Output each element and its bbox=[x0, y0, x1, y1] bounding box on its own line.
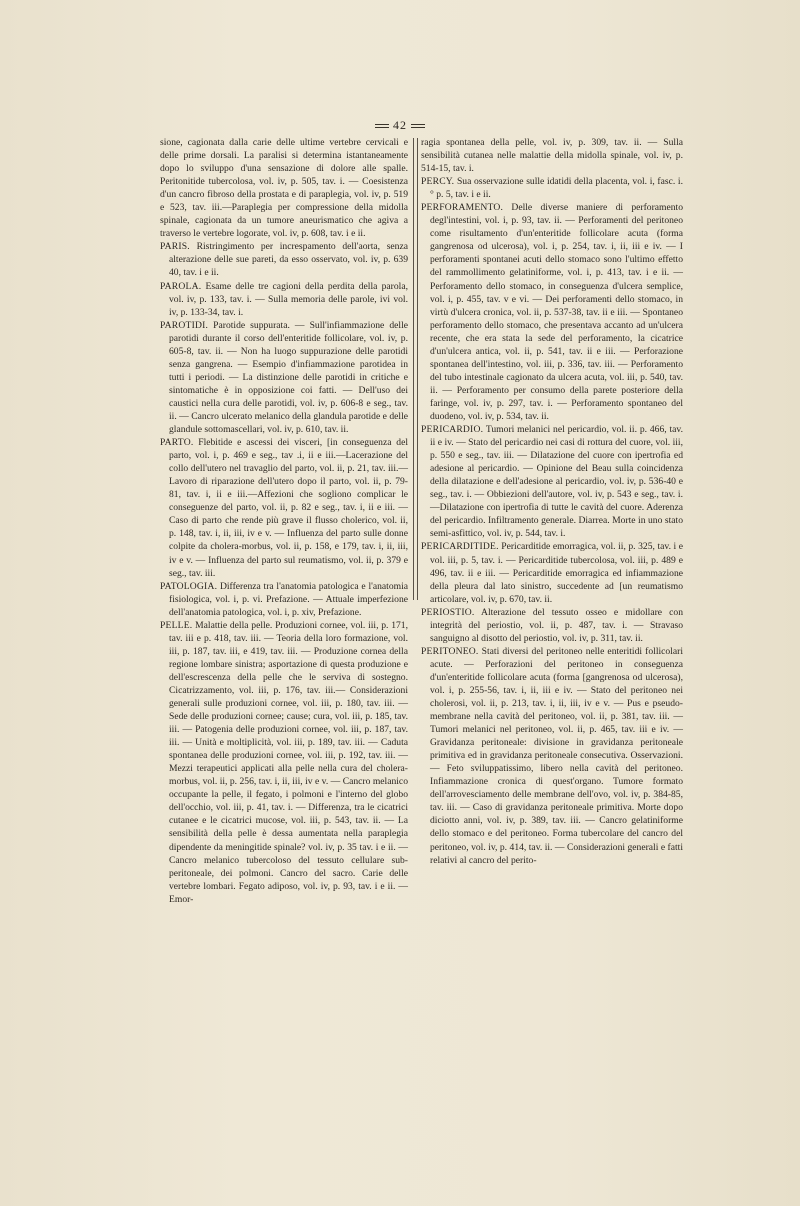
entry-text: Parotide suppurata. — Sull'infiammazione delle parotidi durante il corso dell'enteritide follicolare, vol. iv, p. 605-8, tav. ii. — Non ha luogo suppurazione delle parotidi senza gangrena. — Esempio d'infiammazione parotidea in tutti i periodi. — La distinzione delle parotidi in critiche e sintomatiche è in opposizione coi fatti. — Dell'uso dei caustici nella cura delle parotidi, vol. iv, p. 606-8 e seg., tav. ii. — Cancro ulcerato melanico della glandula parotide e delle glandule sottomascellari, vol. iv, p. 610, tav. ii. bbox=[169, 319, 408, 436]
index-entry bbox=[160, 280, 408, 319]
entry-text: Differenza tra l'anatomia patologica e l'anatomia fisiologica, vol. i, p. vi. Prefazione. — Attuale imperfezione dell'anatomia patologica, vol. i, p. xiv, Prefazione. bbox=[169, 580, 408, 618]
page-number-text: 42 bbox=[393, 118, 407, 132]
index-entry bbox=[160, 240, 408, 279]
entry-heading: PERITONEO. bbox=[421, 645, 479, 657]
left-column bbox=[160, 136, 408, 906]
entry-heading: PERIOSTIO. bbox=[421, 606, 475, 618]
index-entry bbox=[421, 136, 683, 175]
entry-heading: PERCY. bbox=[421, 176, 455, 188]
index-entry bbox=[160, 619, 408, 906]
entry-text: Esame delle tre cagioni della perdita della parola, vol. iv, p. 133, tav. i. — Sulla memoria delle parole, ivi vol. iv, p. 133-34, tav. i. bbox=[169, 280, 408, 318]
entry-heading: PARIS. bbox=[160, 241, 190, 253]
entry-heading: PAROTIDI. bbox=[160, 319, 209, 331]
index-entry bbox=[421, 540, 683, 605]
entry-text: Ristringimento per increspamento dell'aorta, senza alterazione delle sue pareti, da esso osservato, vol. iv, p. 639 40, tav. i e ii. bbox=[169, 241, 408, 279]
entry-text: Delle diverse maniere di perforamento degl'intestini, vol. i, p. 93, tav. ii. — Perforamenti del peritoneo come risultamento d'un'enteritide follicolare acuta (forma gangrenosa od ulcerosa), vol. i, p. 254, tav. i, ii, iii e iv. — I perforamenti spontanei acuti dello stomaco sono l'ultimo effetto del rammollimento gelatiniforme, vol. i, p. 413, tav. i e ii. — Perforamento dello stomaco, in conseguenza d'ulcera semplice, vol. i, p. 455, tav. v e vi. — Dei perforamenti dello stomaco, in virtù d'ulcera cronica, vol. ii, p. 537-38, tav. ii e iii. — Spontaneo perforamento dello stomaco, che presentava accanto ad un'ulcera recente, che era stata la sede del perforamento, la cicatrice d'un'ulcera antica, vol. ii, p. 541, tav. ii e iii. — Perforazione spontanea dell'intestino, vol. iii, p. 336, tav. iii. — Perforamento del tubo intestinale cagionato da ulcera acuta, vol. iii, p. 540, tav. ii. — Perforamento per consumo della parete posteriore della faringe, vol. iv, p. 297, tav. i. — Perforamento spontaneo del duodeno, vol. iv, p. 534, tav. ii. bbox=[430, 202, 683, 422]
index-entry bbox=[421, 645, 683, 867]
index-entry bbox=[421, 175, 683, 201]
entry-text: Tumori melanici nel pericardio, vol. ii. p. 466, tav. ii e iv. — Stato del pericardio nei casi di rottura del cuore, vol. iii, p. 550 e seg., tav. iii. — Dilatazione del cuore con ipertrofia ed adesione al pericardio. — Opinione del Beau sulla coincidenza della dilatazione e dell'adesione al pericardio, vol. iv, p. 536-40 e seg., tav. i. — Obbiezioni dell'autore, vol. iv, p. 543 e seg., tav. i.—Dilatazione con ipertrofia di tutte le cavità del cuore. Aderenza del pericardio. Infiltramento generale. Diarrea. Morte in uno stato semi-asfittico, vol. iv, p. 544, tav. i. bbox=[430, 424, 683, 540]
page-number-rule-right bbox=[411, 124, 425, 128]
column-divider bbox=[413, 138, 418, 600]
index-entry bbox=[160, 436, 408, 580]
entry-text: ragia spontanea della pelle, vol. iv, p. 309, tav. ii. — Sulla sensibilità cutanea nelle malattie della midolla spinale, vol. iv, p. 514-15, tav. i. bbox=[421, 137, 683, 175]
entry-heading: PERICARDITIDE. bbox=[421, 541, 499, 553]
entry-heading: PERFORAMENTO. bbox=[421, 202, 504, 214]
entry-text: sione, cagionata dalla carie delle ultime vertebre cervicali e delle prime dorsali. La paralisi si determina istantaneamente dopo lo sviluppo d'una sensazione di dolore alle spalle. Peritonitide tubercolosa, vol. iv, p. 505, tav. i. — Coesistenza d'un cancro fibroso della prostata e di paraplegia, vol. iv, p. 519 e 523, tav. iii.—Paraplegia per compressione della midolla spinale, cagionata da un tumore aneurismatico che agiva a traverso le vertebre logorate, vol. iv, p. 608, tav. i e ii. bbox=[160, 137, 408, 240]
entry-text: Stati diversi del peritoneo nelle enteritidi follicolari acute. — Perforazioni del peritoneo in conseguenza d'un'enteritide follicolare acuta (forma [gangrenosa od ulcerosa), vol. i, p. 255-56, tav. i, ii, iii e iv. — Stato del peritoneo nei cholerosi, vol. ii, p. 213, tav. i, ii, iii, iv e v. — Pus e pseudo-membrane nella cavità del peritoneo, vol. ii, p. 381, tav. iii. — Tumori melanici nel peritoneo, vol. ii, p. 465, tav. iii e iv. — Gravidanza peritoneale: divisione in gravidanza peritoneale primitiva ed in gravidanza peritoneale consecutiva. Osservazioni. — Feto sviluppatissimo, libero nella cavità del peritoneo. Infiammazione cronica di quest'organo. Tumore formato dell'arrovesciamento delle membrane dell'ovo, vol. iv, p. 384-85, tav. iii. — Caso di gravidanza peritoneale primitiva. Morte dopo diciotto anni, vol. iv, p. 389, tav. iii. — Cancro gelatiniforme dello stomaco e del peritoneo. Forma tubercolare del cancro del peritoneo, vol. iv, p. 414, tav. ii. — Considerazioni generali e fatti relativi al cancro del perito- bbox=[430, 645, 683, 866]
index-entry bbox=[421, 606, 683, 645]
index-entry bbox=[421, 201, 683, 423]
entry-heading: PATOLOGIA. bbox=[160, 580, 218, 592]
entry-heading: PARTO. bbox=[160, 437, 194, 449]
entry-text: Sua osservazione sulle idatidi della placenta, vol. i, fasc. i.° p. 5, tav. i e ii. bbox=[430, 176, 683, 201]
entry-text: Pericarditide emorragica, vol. ii, p. 325, tav. i e vol. iii, p. 5, tav. i. — Pericarditide tubercolosa, vol. iii, p. 489 e 496, tav. ii e iii. — Pericarditide emorragica ed infiammazione della pleura dal lato sinistro, succedente ad [un reumatismo articolare, vol. iv, p. 670, tav. ii. bbox=[430, 541, 683, 605]
entry-heading: PERICARDIO. bbox=[421, 424, 484, 436]
entry-heading: PELLE. bbox=[160, 619, 193, 631]
entry-heading: PAROLA. bbox=[160, 280, 202, 292]
page-number-rule-left bbox=[375, 124, 389, 128]
index-entry bbox=[160, 319, 408, 436]
page-number bbox=[0, 118, 800, 133]
entry-text: Alterazione del tessuto osseo e midollare con integrità del periostio, vol. ii, p. 487, tav. i. — Stravaso sanguigno al disotto del periostio, vol. iv, p. 311, tav. ii. bbox=[430, 606, 684, 644]
entry-text: Malattie della pelle. Produzioni cornee, vol. iii, p. 171, tav. iii e p. 418, tav. iii. — Teoria della loro formazione, vol. iii, p. 187, tav. iii, e 419, tav. iii. — Produzione cornea della regione lombare sinistra; asportazione di questa produzione e dell'escrescenza della pelle che le serviva di sostegno. Cicatrizzamento, vol. iii, p. 176, tav. iii.— Considerazioni generali sulle produzioni cornee, vol. iii, p. 180, tav. iii. — Sede delle produzioni cornee; cause; cura, vol. iii, p. 185, tav. iii. — Patogenia delle produzioni cornee, vol. iii, p. 187, tav. iii. — Unità e moltiplicità, vol. iii, p. 189, tav. iii. — Caduta spontanea delle produzioni cornee, vol. iii, p. 192, tav. iii. — Mezzi terapeutici applicati alla pelle nella cura del cholera-morbus, vol. ii, p. 256, tav. i, ii, iii, iv e v. — Cancro melanico occupante la pelle, il fegato, i polmoni e l'interno del globo dell'occhio, vol. iii, p. 41, tav. i. — Differenza, tra le cicatrici cutanee e le cicatrici mucose, vol. iii, p. 543, tav. ii. — La sensibilità della pelle è dessa aumentata nella paraplegia dipendente da meningitide spinale? vol. iv, p. 35 tav. i e ii. — Cancro melanico tubercoloso del tessuto cellulare sub-peritoneale, dei polmoni. Cancro del sacro. Carie delle vertebre lombari. Fegato adiposo, vol. iv, p. 93, tav. i e ii. — Emor- bbox=[169, 619, 408, 905]
right-column bbox=[421, 136, 683, 867]
index-entry bbox=[160, 136, 408, 240]
entry-text: Flebitide e ascessi dei visceri, [in conseguenza del parto, vol. i, p. 469 e seg., tav .i, ii e iii.—Lacerazione del collo dell'utero nel travaglio del parto, vol. ii, p. 21, tav. iii.—Lavoro di riparazione dell'utero dopo il parto, vol. ii, p. 79-81, tav. i, ii e iii.—Affezioni che sogliono complicar le conseguenze del parto, vol. ii, p. 82 e seg., tav. i, ii e iii. — Caso di parto che rende più grave il flusso cholerico, vol. ii, p. 148, tav. i, ii, iii, iv e v. — Influenza del parto sulle donne colpite da cholera-morbus, vol. ii, p. 158, e 179, tav. i, ii, iii, iv e v. — Influenza del parto sul reumatismo, vol. ii, p. 379 e seg., tav. iii. bbox=[169, 437, 408, 579]
index-entry bbox=[421, 423, 683, 540]
index-entry bbox=[160, 580, 408, 619]
